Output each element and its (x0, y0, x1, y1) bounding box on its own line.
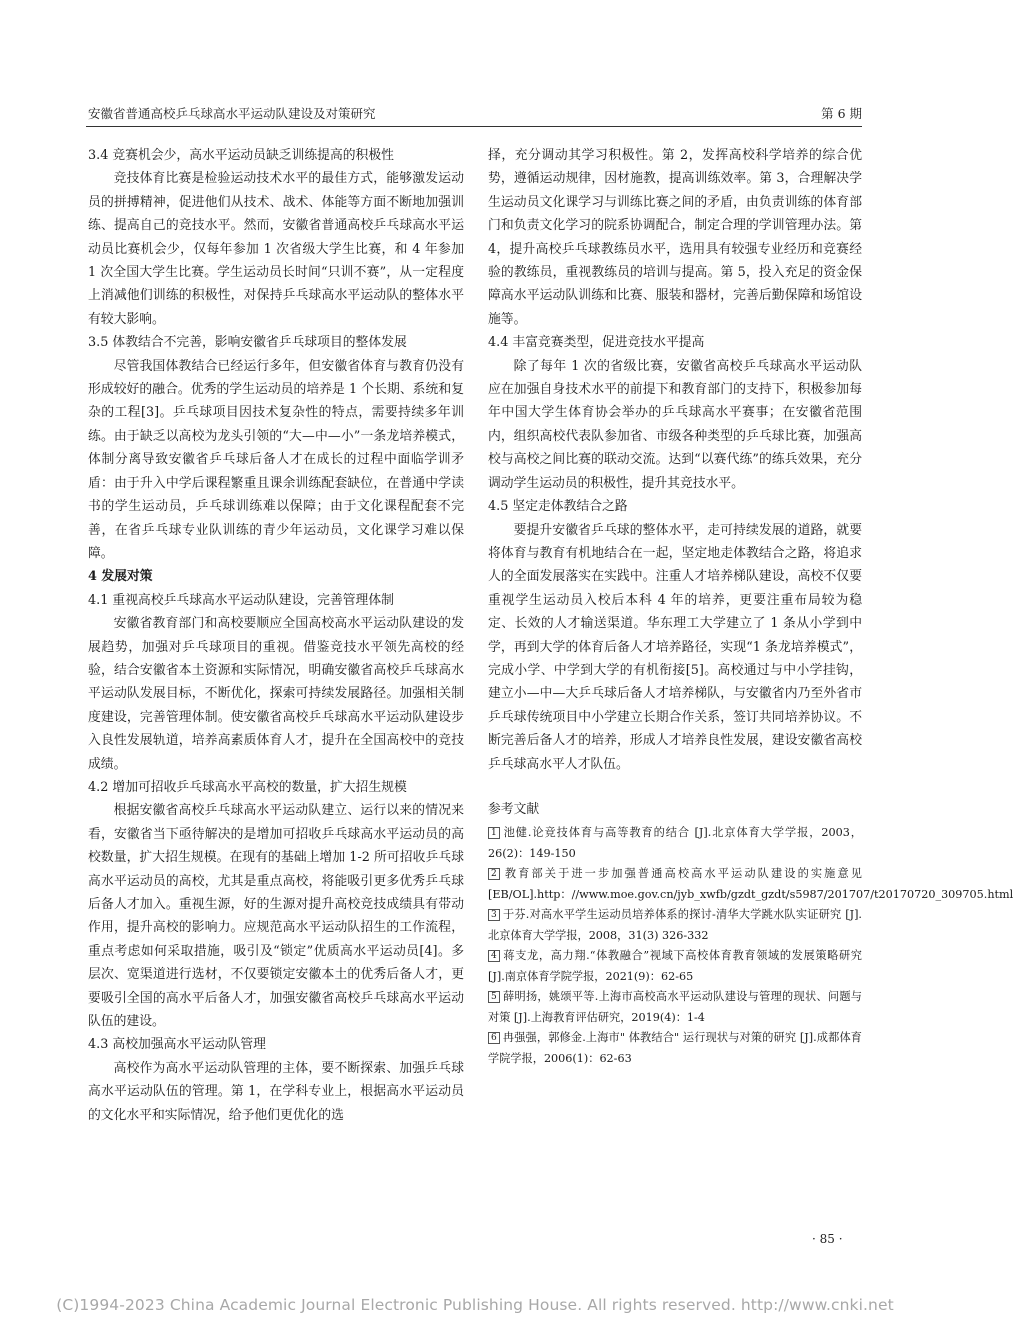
reference-item (488, 987, 862, 1028)
body-paragraph: 除了每年 1 次的省级比赛，安徽省高校乒乓球高水平运动队应在加强自身技术水平的前提下和教育部门的支持下，积极参加每年中国大学生体育协会举办的乒乓球高水平赛事；在安徽省范围内，组织高校代表队参加省、市级各种类型的乒乓球比赛，加强高校与高校之间比赛的联动交流。达到“以赛代练”的练兵效果，充分调动学生运动员的积极性，提升其竞技水平。 (488, 358, 862, 491)
reference-item (488, 946, 862, 987)
body-paragraph: 要提升安徽省乒乓球的整体水平，走可持续发展的道路，就要将体育与教育有机地结合在一起，坚定地走体教结合之路，将追求人的全面发展落实在实践中。注重人才培养梯队建设，高校不仅要重视学生运动员入校后本科 4 年的培养，更要注重布局较为稳定、长效的人才输送渠道。华东理工大学建立了 1 条从小学到中学，再到大学的体育后备人才培养路径，实现“1 条龙培养模式”，完成小学、中学到大学的有机衔接[5]。高校通过与中小学挂钩，建立小—中—大乒乓球后备人才培养梯队，与安徽省内乃至外省市乒乓球传统项目中小学建立长期合作关系，签订共同培养协议。不断完善后备人才的培养，形成人才培养良性发展，建设安徽省高校乒乓球高水平人才队伍。 (488, 522, 862, 772)
reference-item (488, 1028, 862, 1069)
reference-item (488, 905, 862, 946)
subsection-heading: 4.2 增加可招收乒乓球高水平高校的数量，扩大招生规模 (88, 779, 407, 795)
page-number: · 85 · (812, 1232, 843, 1246)
body-paragraph: 尽管我国体教结合已经运行多年，但安徽省体育与教育仍没有形成较好的融合。优秀的学生运动员的培养是 1 个长期、系统和复杂的工程[3]。乒乓球项目因技术复杂性的特点，需要持续多年训练。由于缺乏以高校为龙头引领的“大—中—小”一条龙培养模式，体制分离导致安徽省乒乓球后备人才在成长的过程中面临学训矛盾：由于升入中学后课程繁重且课余训练配套缺位，在普通中学读书的学生运动员，乒乓球训练难以保障；由于文化课程配套不完善，在省乒乓球专业队训练的青少年运动员，文化课学习难以保障。 (88, 358, 464, 561)
reference-text: 教育部关于进一步加强普通高校高水平运动队建设的实施意见[EB/OL].http：//www.moe.gov.cn/jyb_xwfb/gzdt_gzdt/s5987/201707/t20170720_309705.html (488, 867, 1013, 901)
running-header-title: 安徽省普通高校乒乓球高水平运动队建设及对策研究 (88, 106, 376, 121)
reference-text: 于芬.对高水平学生运动员培养体系的探讨-清华大学跳水队实证研究 [J].北京体育大学学报，2008，31(3) 326-332 (488, 908, 862, 942)
issue-number: 第 6 期 (821, 106, 862, 121)
copyright-footer: (C)1994-2023 China Academic Journal Electronic Publishing House. All rights reserved. http://www.cnki.net (56, 1296, 894, 1314)
reference-number: 2 (488, 868, 500, 880)
references-title: 参考文献 (488, 801, 540, 817)
reference-list (488, 823, 1013, 1069)
left-column (88, 144, 464, 1127)
subsection-heading: 3.5 体教结合不完善，影响安徽省乒乓球项目的整体发展 (88, 335, 407, 351)
reference-number: 6 (488, 1032, 500, 1044)
subsection-heading: 3.4 竞赛机会少，高水平运动员缺乏训练提高的积极性 (88, 148, 394, 163)
section-heading: 4 发展对策 (88, 569, 153, 585)
subsection-heading: 4.4 丰富竞赛类型，促进竞技水平提高 (488, 335, 705, 351)
reference-number: 4 (488, 950, 500, 962)
body-paragraph: 安徽省教育部门和高校要顺应全国高校高水平运动队建设的发展趋势，加强对乒乓球项目的重视。借鉴竞技水平领先高校的经验，结合安徽省本土资源和实际情况，明确安徽省高校乒乓球高水平运动队发展目标，不断优化，探索可持续发展路径。加强相关制度建设，完善管理体制。使安徽省高校乒乓球高水平运动队建设步入良性发展轨道，培养高素质体育人才，提升在全国高校中的竞技成绩。 (88, 616, 464, 772)
reference-number: 3 (488, 909, 500, 921)
reference-item (488, 823, 862, 864)
reference-text: 蒋支龙，高力翔.“体教融合”视域下高校体育教育领域的发展策略研究 [J].南京体育学院学报，2021(9)：62-65 (488, 949, 862, 983)
right-column-body (488, 144, 862, 776)
subsection-heading: 4.5 坚定走体教结合之路 (488, 499, 628, 515)
right-column (488, 144, 1013, 1069)
reference-number: 1 (488, 827, 500, 839)
body-paragraph: 竞技体育比赛是检验运动技术水平的最佳方式，能够激发运动员的拼搏精神，促进他们从技术、战术、体能等方面不断地加强训练、提高自己的竞技水平。然而，安徽省普通高校乒乓球高水平运动员比赛机会少，仅每年参加 1 次省级大学生比赛，和 4 年参加 1 次全国大学生比赛。学生运动员长时间“只训不赛”，从一定程度上消减他们训练的积极性，对保持乒乓球高水平运动队的整体水平有较大影响。 (88, 171, 464, 327)
reference-text: 冉强强，郭修金.上海市" 体教结合" 运行现状与对策的研究 [J].成都体育学院学报，2006(1)：62-63 (488, 1031, 862, 1065)
subsection-heading: 4.3 高校加强高水平运动队管理 (88, 1037, 266, 1053)
body-paragraph: 择，充分调动其学习积极性。第 2，发挥高校科学培养的综合优势，遵循运动规律，因材施教，提高训练效率。第 3，合理解决学生运动员文化课学习与训练比赛之间的矛盾，由负责训练的体育部门和负责文化学习的院系协调配合，制定合理的学训管理办法。第 4，提升高校乒乓球教练员水平，选用具有较强专业经历和竞赛经验的教练员，重视教练员的培训与提高。第 5，投入充足的资金保障高水平运动队训练和比赛、服装和器材，完善后勤保障和场馆设施等。 (488, 148, 862, 327)
reference-number: 5 (488, 991, 500, 1003)
reference-text: 薛明扬，姚颂平等.上海市高校高水平运动队建设与管理的现状、问题与对策 [J].上海教育评估研究，2019(4)：1-4 (488, 990, 862, 1024)
reference-text: 池健.论竞技体育与高等教育的结合 [J].北京体育大学学报，2003，26(2)：149-150 (488, 826, 862, 860)
body-paragraph: 根据安徽省高校乒乓球高水平运动队建立、运行以来的情况来看，安徽省当下亟待解决的是增加可招收乒乓球高水平运动员的高校数量，扩大招生规模。在现有的基础上增加 1-2 所可招收乒乓球高水平运动员的高校，尤其是重点高校，将能吸引更多优秀乒乓球后备人才加入。重视生源，好的生源对提升高校竞技成绩具有带动作用，提升高校的影响力。应规范高水平运动队招生的工作流程，重点考虑如何采取措施，吸引及“锁定”优质高水平运动员[4]。多层次、宽渠道进行选材，不仅要锁定安徽本土的优秀后备人才，更要吸引全国的高水平后备人才，加强安徽省高校乒乓球高水平运动队伍的建设。 (88, 803, 464, 1030)
header-rule (86, 126, 862, 127)
subsection-heading: 4.1 重视高校乒乓球高水平运动队建设，完善管理体制 (88, 592, 394, 608)
body-paragraph: 高校作为高水平运动队管理的主体，要不断探索、加强乒乓球高水平运动队伍的管理。第 1，在学科专业上，根据高水平运动员的文化水平和实际情况，给予他们更优化的选 (88, 1060, 464, 1123)
reference-item (488, 864, 1013, 905)
